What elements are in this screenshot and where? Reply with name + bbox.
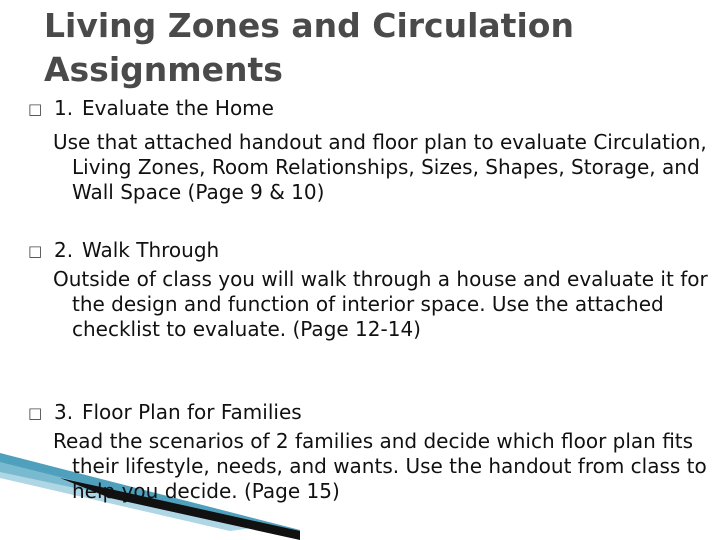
slide-title-line-2: Assignments [44, 50, 283, 89]
slide-title [44, 4, 574, 92]
section-3-number: 3. [54, 400, 74, 424]
section-3-heading-text: Floor Plan for Families [82, 400, 302, 424]
section-2-heading [28, 238, 219, 264]
checkbox-bullet-icon: □ [28, 404, 43, 422]
section-1-body: Use that attached handout and floor plan to evaluate Circulation, Living Zones, Room Relationships, Sizes, Shapes, Storage, and Wall Space (Page 9 & 10) [53, 130, 707, 204]
section-1-heading-text: Evaluate the Home [82, 96, 274, 120]
section-3-heading [28, 400, 302, 426]
section-2-heading-text: Walk Through [82, 238, 220, 262]
checkbox-bullet-icon: □ [28, 242, 43, 260]
section-2-number: 2. [54, 238, 74, 262]
slide-title-line-1: Living Zones and Circulation [44, 6, 574, 45]
section-1-number: 1. [54, 96, 74, 120]
section-2-body: Outside of class you will walk through a house and evaluate it for the design and function of interior space. Use the attached checklist to evaluate. (Page 12-14) [53, 267, 708, 341]
section-1-heading [28, 96, 274, 122]
checkbox-bullet-icon: □ [28, 100, 43, 118]
section-3-body: Read the scenarios of 2 families and decide which floor plan fits their lifestyle, needs, and wants. Use the handout from class to help you decide. (Page 15) [53, 429, 707, 503]
